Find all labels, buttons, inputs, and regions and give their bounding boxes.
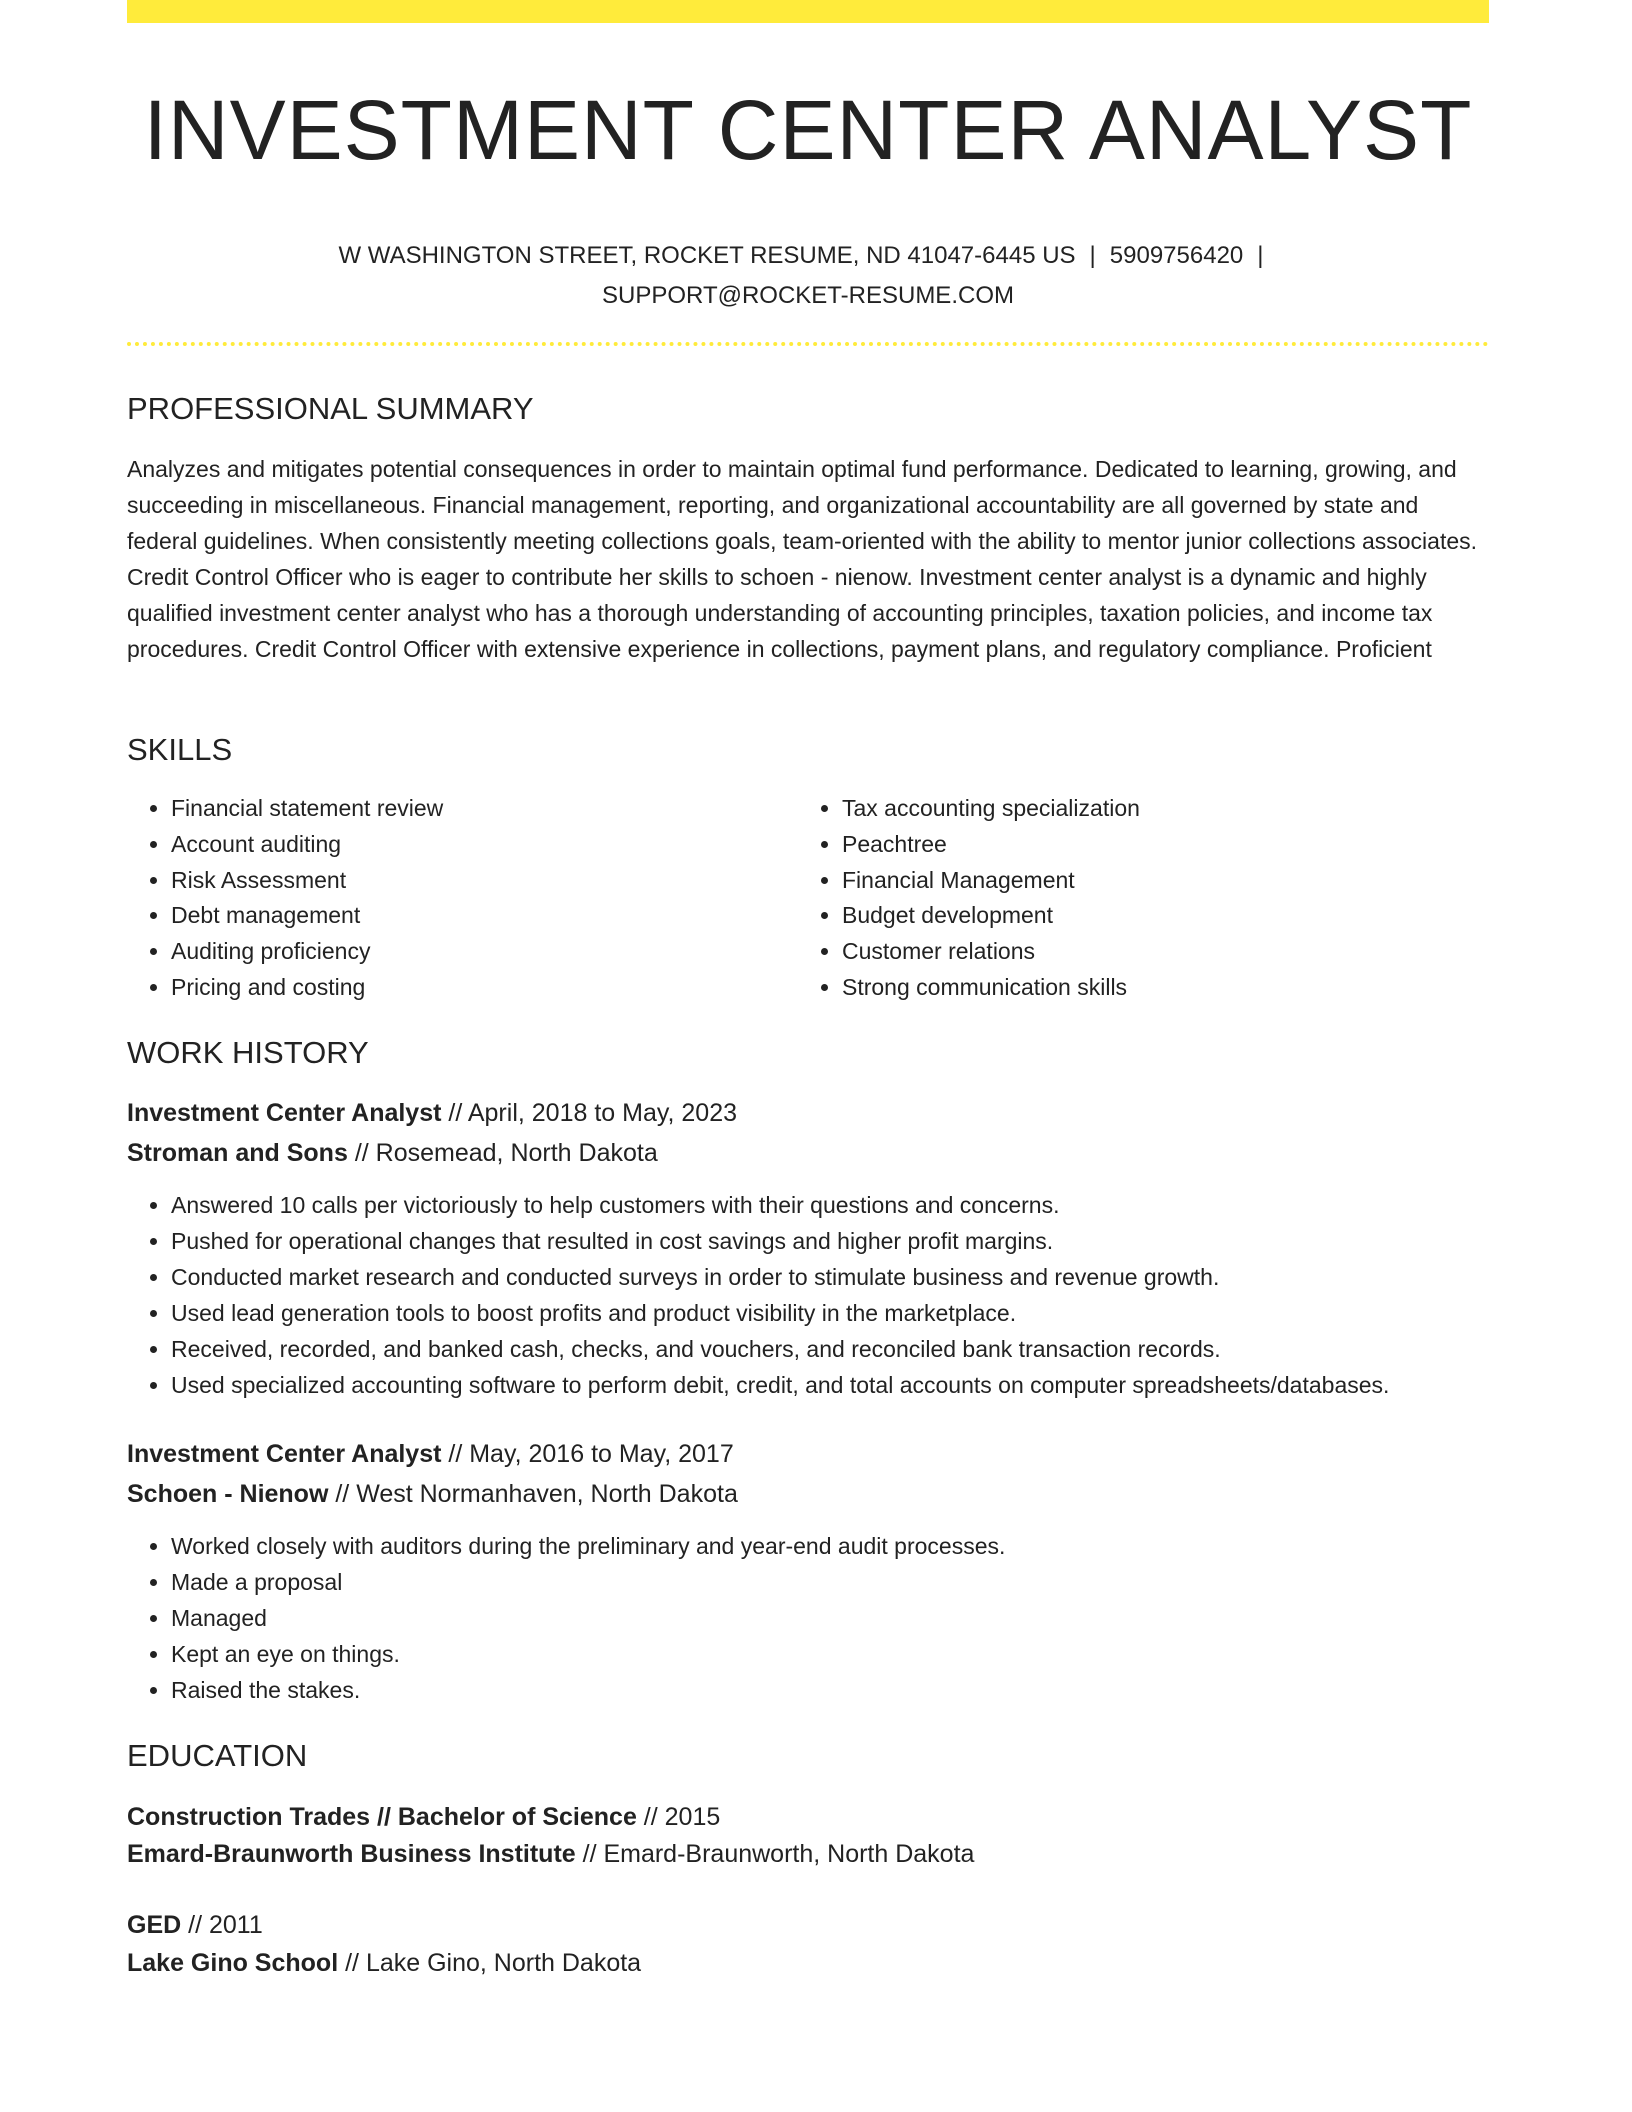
job-bullet: • Received, recorded, and banked cash, checks, and vouchers, and reconciled bank transaction records. (171, 1331, 1533, 1367)
education-school: Lake Gino School (127, 1949, 339, 1977)
education-heading: EDUCATION (127, 1738, 308, 1773)
education-year: // 2011 (181, 1911, 263, 1939)
job-bullets (127, 1528, 1533, 1708)
skill-item: • Peachtree (842, 827, 1482, 863)
job-bullet: • Pushed for operational changes that resulted in cost savings and higher profit margins. (171, 1223, 1533, 1259)
education-year: // 2015 (636, 1803, 721, 1831)
contact-separator: | (1089, 242, 1096, 269)
skill-item: • Financial Management (842, 863, 1482, 899)
job-bullet: • Kept an eye on things. (171, 1636, 1533, 1672)
skills-heading: SKILLS (127, 732, 233, 767)
job-company-line (127, 1133, 658, 1173)
skills-list-left (127, 791, 811, 1006)
job-role: Investment Center Analyst (127, 1099, 442, 1127)
job-bullet: • Managed (171, 1600, 1533, 1636)
education-school-line (127, 1834, 974, 1874)
skills-list-right (798, 791, 1482, 1006)
contact-email: SUPPORT@ROCKET-RESUME.COM (602, 282, 1014, 309)
job-bullet: • Answered 10 calls per victoriously to help customers with their questions and concerns. (171, 1187, 1533, 1223)
summary-text: Analyzes and mitigates potential consequences in order to maintain optimal fund performance. Dedicated to learning, growing, and succeeding in miscellaneous. Financial management, reporting, and organizational accountability are all governed by state and federal guidelines. When consistently meeting collections goals, team-oriented with the ability to mentor junior collections associates. Credit Control Officer who is eager to contribute her skills to schoen - nienow. Investment center analyst is a dynamic and highly qualified investment center analyst who has a thorough understanding of accounting principles, taxation policies, and income tax procedures. Credit Control Officer with extensive experience in collections, payment plans, and regulatory compliance. Proficient (127, 456, 1478, 662)
education-degree: GED (127, 1911, 182, 1939)
education-school-line (127, 1943, 641, 1983)
job-bullet: • Raised the stakes. (171, 1672, 1533, 1708)
skill-item: • Customer relations (842, 934, 1482, 970)
job-title-line (127, 1434, 734, 1474)
job-dates: // May, 2016 to May, 2017 (441, 1440, 734, 1468)
education-degree: Construction Trades // Bachelor of Science (127, 1803, 637, 1831)
skill-item: • Account auditing (171, 827, 811, 863)
job-bullets (127, 1187, 1533, 1403)
job-company-line (127, 1474, 738, 1514)
summary-heading: PROFESSIONAL SUMMARY (127, 391, 534, 426)
job-location: // Rosemead, North Dakota (347, 1139, 658, 1167)
job-company: Schoen - Nienow (127, 1480, 329, 1508)
header-divider (127, 342, 1489, 346)
education-degree-line (127, 1905, 263, 1945)
job-bullet: • Made a proposal (171, 1564, 1533, 1600)
skill-item: • Tax accounting specialization (842, 791, 1482, 827)
contact-separator: | (1257, 242, 1264, 269)
job-bullet: • Worked closely with auditors during the preliminary and year-end audit processes. (171, 1528, 1533, 1564)
job-dates: // April, 2018 to May, 2023 (441, 1099, 737, 1127)
job-title-line (127, 1093, 737, 1133)
contact-info (127, 236, 1489, 316)
candidate-name: INVESTMENT CENTER ANALYST (143, 83, 1473, 177)
skill-item: • Strong communication skills (842, 970, 1482, 1006)
education-degree-line (127, 1797, 720, 1837)
education-location: // Lake Gino, North Dakota (338, 1949, 642, 1977)
skill-item: • Debt management (171, 898, 811, 934)
skill-item: • Pricing and costing (171, 970, 811, 1006)
education-school: Emard-Braunworth Business Institute (127, 1840, 576, 1868)
contact-address: W WASHINGTON STREET, ROCKET RESUME, ND 41047-6445 US (338, 242, 1076, 269)
skill-item: • Budget development (842, 898, 1482, 934)
work-history-heading: WORK HISTORY (127, 1035, 369, 1070)
job-location: // West Normanhaven, North Dakota (328, 1480, 738, 1508)
job-bullet: • Conducted market research and conducted surveys in order to stimulate business and revenue growth. (171, 1259, 1533, 1295)
skill-item: • Auditing proficiency (171, 934, 811, 970)
job-company: Stroman and Sons (127, 1139, 348, 1167)
top-accent-bar (127, 0, 1489, 23)
skill-item: • Financial statement review (171, 791, 811, 827)
education-location: // Emard-Braunworth, North Dakota (575, 1840, 975, 1868)
contact-phone: 5909756420 (1109, 242, 1244, 269)
job-role: Investment Center Analyst (127, 1440, 442, 1468)
job-bullet: • Used lead generation tools to boost profits and product visibility in the marketplace. (171, 1295, 1533, 1331)
skill-item: • Risk Assessment (171, 863, 811, 899)
job-bullet: • Used specialized accounting software to perform debit, credit, and total accounts on computer spreadsheets/databases. (171, 1367, 1533, 1403)
